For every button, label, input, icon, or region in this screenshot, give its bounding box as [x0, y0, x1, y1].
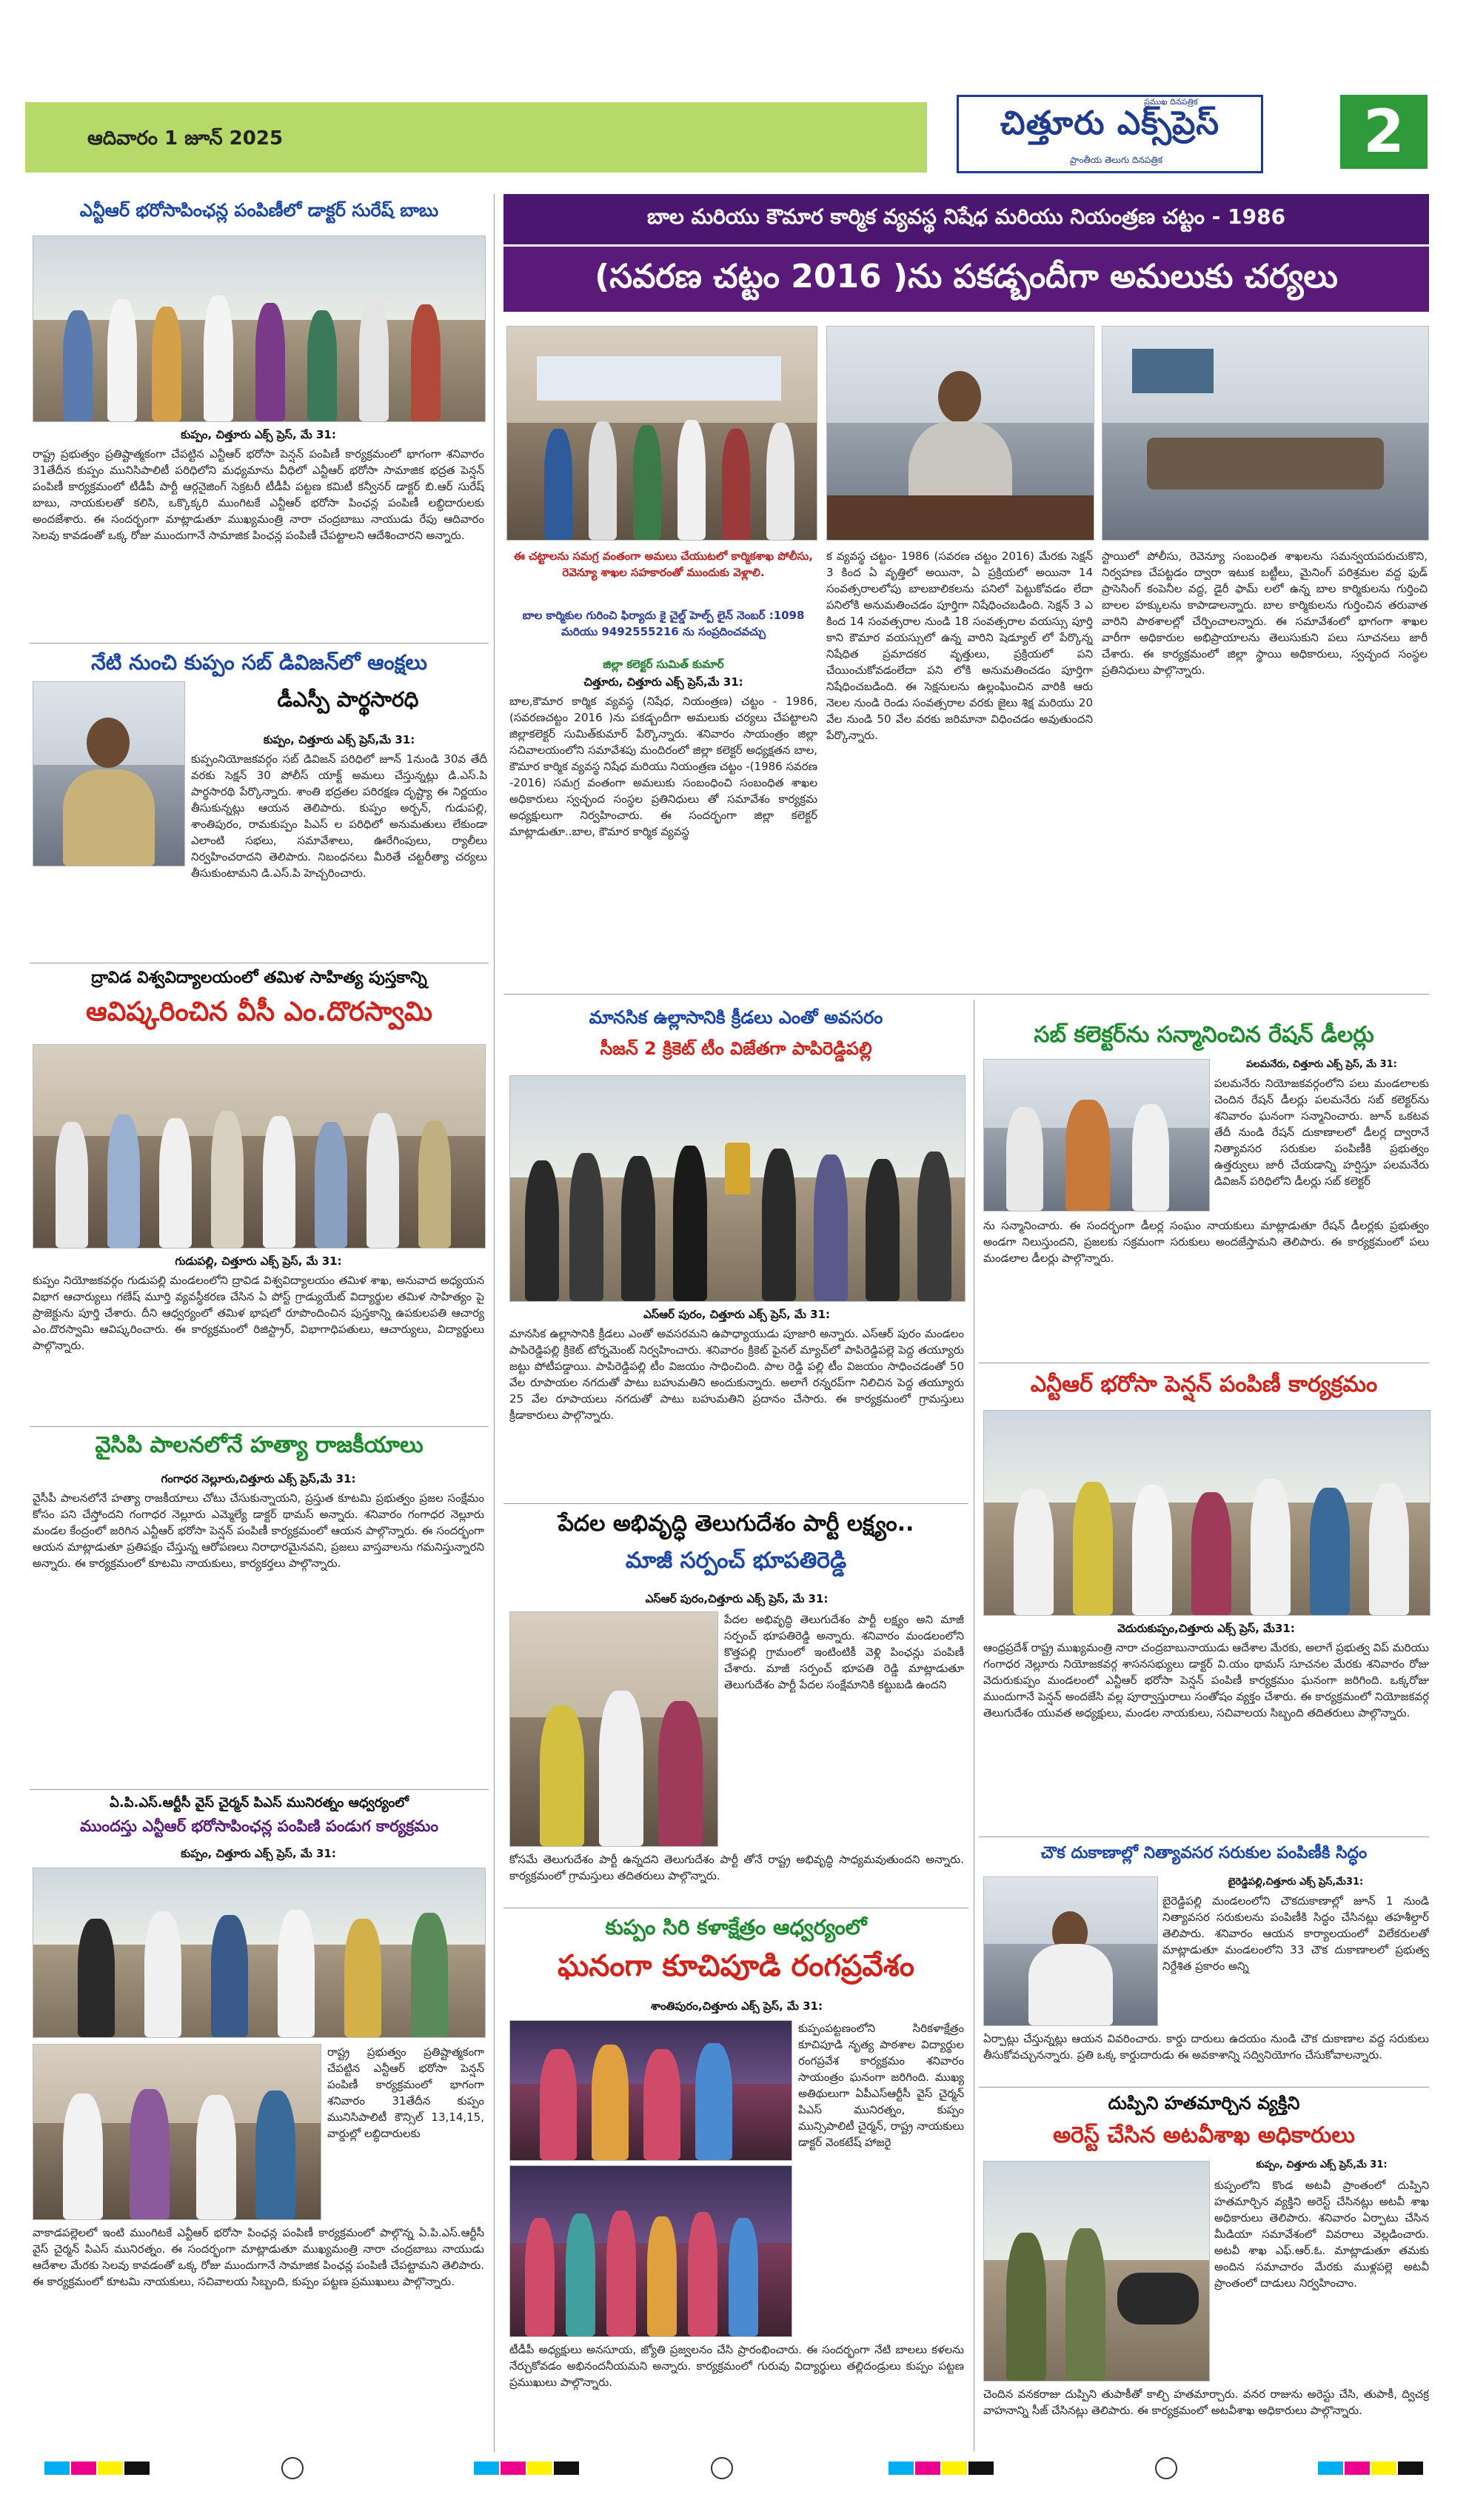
left3-headline: ఆవిష్కరించిన వీసీ ఎం.దొరస్వామి — [85, 997, 432, 1027]
mid2-headline: మాజీ సర్పంచ్ భూపతిరెడ్డి — [625, 1548, 847, 1574]
right1-dateline: పలమనేరు, చిత్తూరు ఎక్స్ ప్రెస్, మే 31: — [1246, 1059, 1397, 1070]
right3-photo-tahsildar — [983, 1876, 1158, 2026]
left5-body-side: రాష్ట్ర ప్రభుత్వం ప్రతిష్టాత్మకంగా చేపట్టిన ఎన్టీఆర్ భరోసా పెన్షన్ పంపిణీ కార్యక్రమంలో భాగంగా శనివారం 31తేదీన కుప్పం మునిసిపాలిటీ కౌన్సిల్ 13,14,15, వార్డుల్లో లబ్ధిదారులకు — [327, 2045, 484, 2140]
right4-body: చెందిన వనకరాజు దుప్పిని తుపాకీతో కాల్చి హతమార్చారు. వనర రాజును అరెస్టు చేసి, తుపాకీ, ద్విచక్ర వాహనాన్ని సీజ్ చేసినట్లు తెలిపారు. ఈ కార్యక్రమంలో అటవీశాఖ అధికారులు పాల్గొన్నారు. — [983, 2387, 1429, 2417]
left5-photo-pension-handover — [33, 2044, 321, 2220]
mid3-body-side: కుప్పంపట్టణంలోని సిరికళాక్షేత్రం కూచిపూడి నృత్య పాఠశాల విద్యార్థుల రంగప్రవేశ కార్యక్రమం శనివారం సాయంత్రం ఘనంగా జరిగింది. ముఖ్య అతిథులుగా ఏపీఎస్ఆర్టీసీ వైస్ చైర్మన్ పిఎస్ మునిరత్నం, కుప్పం మున్సిపాలిటీ చైర్మన్, రాష్ట్ర నాయకులు డాక్టర్ వెంకటేష్ హాజరై — [798, 2022, 964, 2149]
page-number: 2 — [1363, 97, 1405, 166]
left5-dateline: కుప్పం, చిత్తూరు ఎక్స్ ప్రెస్, మే 31: — [181, 1847, 336, 1860]
right2-photo-pension — [983, 1410, 1430, 1616]
left4-body: వైసీపీ పాలనలోనే హత్యా రాజకీయాలు చోటు చేసుకున్నాయని, ప్రస్తుత కూటమి ప్రభుత్వం ప్రజల సంక్షేమం కోసం పని చేస్తోందని గంగాధర నెల్లూరు ఎమ్మెల్యే డాక్టర్ థామస్ అన్నారు. శనివారం గంగాధర నెల్లూరు మండల కేంద్రంలో జరిగిన ఎన్టీఆర్ భరోసా పెన్షన్ పంపిణీ కార్యక్రమంలో ఆయన పాల్గొన్నారు. ఈ సందర్భంగా ఆయన మాట్లాడుతూ ప్రతిపక్షం చేస్తున్న ఆరోపణలు నిరాధారమైనవని, ప్రజలు వాస్తవాలను గమనిస్తున్నారని అన్నారు. ఈ కార్యక్రమంలో కూటమి నాయకులు, కార్యకర్తలు పాల్గొన్నారు. — [33, 1491, 484, 1570]
mid3-body: టీడీపీ అధ్యక్షులు అనసూయ, జ్యోతి ప్రజ్వలనం చేసి ప్రారంభించారు. ఈ సందర్భంగా నేటి బాలలు కళలను నేర్చుకోవడం అభినందనీయమని అన్నారు. కార్యక్రమంలో గురువు విద్యార్థులు తల్లిదండ్రులు కుప్పం పట్టణ ప్రముఖులు పాల్గొన్నారు. — [509, 2343, 964, 2389]
left1-headline: ఎన్టీఆర్ భరోసాపింఛన్ల పంపిణీలో డాక్టర్ సురేష్ బాబు — [79, 200, 439, 221]
lead-body-1: బాల,కౌమార కార్మిక వ్యవస్థ (నిషేధ, నియంత్రణ) చట్టం - 1986,(సవరణచట్టం 2016 )ను పకడ్బందీగా అమలుకు చర్యలు చేపట్టాలని జిల్లాకలెక్టర్ సుమిత్‌కుమార్ పేర్కొన్నారు. శనివారం సాయంత్రం జిల్లా సచివాలయంలోని సమావేశపు మందిరంలో జిల్లా కలెక్టర్ అధ్యక్షతన బాల, కౌమార కార్మిక వ్యవస్థ నిషేధ మరియు నియంత్రణ చట్టం -(1986 సవరణ -2016) సమగ్ర వంతంగా అమలుకు సంబంధించి సంబంధిత శాఖల అధికారులు స్వచ్ఛంద సంస్థల ప్రతినిధులు తో సమావేశం కార్యక్రమ అధ్యక్షులుగా నిర్వహించారు. ఈ సందర్భంగా జిల్లా కలెక్టర్ మాట్లాడుతూ..బాల, కౌమార కార్మిక వ్యవస్థ — [509, 695, 817, 838]
lead-kicker: బాల మరియు కౌమార కార్మిక వ్యవస్థ నిషేధ మరియు నియంత్రణ చట్టం - 1986 — [646, 204, 1286, 229]
registration-mark-icon — [711, 2457, 733, 2479]
right4-headline: అరెస్ట్ చేసిన అటవీశాఖ అధికారులు — [1053, 2122, 1355, 2148]
mid2-dateline: ఎస్ఆర్ పురం,చిత్తూరు ఎక్స్ ప్రెస్, మే 31: — [645, 1592, 829, 1605]
left4-headline: వైసిపి పాలనలోనే హత్యా రాజకీయాలు — [95, 1432, 424, 1458]
lead-headline: (సవరణ చట్టం 2016 )ను పకడ్బందీగా అమలుకు చర్యలు — [595, 258, 1338, 295]
divider — [30, 1426, 489, 1427]
right4-photo-forest-officials — [983, 2161, 1210, 2382]
column-rule — [494, 194, 495, 2453]
page-number-box — [1340, 95, 1428, 169]
left2-photo-dsp — [33, 681, 185, 866]
header-date: ఆదివారం 1 జూన్ 2025 — [87, 127, 284, 150]
left2-subhead: డీఎస్పీ పార్థసారధి — [277, 687, 419, 712]
mid1-kicker: మానసిక ఉల్లాసానికి క్రీడలు ఎంతో అవసరం — [589, 1007, 883, 1028]
right2-headline: ఎన్టీఆర్ భరోసా పెన్షన్ పంపిణీ కార్యక్రమం — [1030, 1371, 1378, 1397]
right2-dateline: వెదురుకుప్పం,చిత్తూరు ఎక్స్ ప్రెస్, మే31: — [1117, 1622, 1295, 1635]
masthead-logo — [957, 95, 1263, 173]
left3-dateline: గుడుపల్లి, చిత్తూరు ఎక్స్ ప్రెస్, మే 31: — [175, 1254, 342, 1268]
left3-photo-book-release — [33, 1044, 486, 1249]
mid1-photo-cricket-winners — [509, 1075, 966, 1302]
right3-body: ఏర్పాట్లు చేస్తున్నట్లు ఆయన వివరించారు. కార్డు దారులు ఉదయం నుండి చౌక దుకాణాల వద్ద సరుకులు తీసుకోవచ్చునన్నారు. ప్రతి ఒక్క కార్డుదారుడు ఈ అవకాశాన్ని సద్వినియోగం చేసుకోవాలన్నారు. — [983, 2032, 1429, 2062]
left1-dateline: కుప్పం, చిత్తూరు ఎక్స్ ప్రెస్, మే 31: — [181, 428, 336, 441]
lead-caption-2: బాల కార్మికుల గురించి ఫిర్యాదు కై చైల్డ్ హెల్ప్ లైన్ నెంబర్ :1098 మరియు 9492555216 ను సంప్రదించవచ్చు — [522, 609, 805, 638]
left2-dateline: కుప్పం, చిత్తూరు ఎక్స్ ప్రెస్,మే 31: — [263, 733, 415, 746]
mid1-dateline: ఎస్ఆర్ పురం, చిత్తూరు ఎక్స్ ప్రెస్, మే 31: — [643, 1308, 831, 1321]
right1-body-side: పలమనేరు నియోజకవర్గంలోని పలు మండలాలకు చెందిన రేషన్ డీలర్లు పలమనేరు సబ్ కలెక్టర్‌ను శనివారం ఘనంగా సన్మానించారు. జూన్ ఒకటవ తేదీ నుండి రేషన్ దుకాణాలలో డీలర్ల ద్వారానే నిత్యావసర సరుకుల పంపిణీకి ప్రభుత్వం ఉత్తర్వులు జారీ చేయడాన్ని హర్షిస్తూ పలమనేరు డివిజన్ పరిధిలోని డీలర్లు సబ్ కలెక్టర్ — [1214, 1077, 1429, 1188]
lead-body-2: క వ్యవస్థ చట్టం- 1986 (సవరణ చట్టం 2016) మేరకు సెక్షన్ 3 కింద ఏ వృత్తిలో అయినా, ఏ ప్రక్రియలో అయినా 14 సంవత్సరాలలోపు బాలబాలికలను పనిలో పెట్టుకోవడం లేదా పనిలోకి అనుమతించడం పూర్తిగా నిషేధించబడింది. సెక్షన్ 3 ఎ కింద 14 సంవత్సరాల నుండి 18 సంవత్సరాల వయస్సు పూర్తి కాని కౌమార వయస్సులో ఉన్న వారిని షెడ్యూల్ లో పేర్కొన్న నిషేధిత ప్రమాదకర వృత్తులు, ప్రక్రియలో పని చేయించుకోవడంలేదా పని లోకి అనుమతించడం పూర్తిగా నిషేధించబడింది. ఈ సెక్షనులను ఉల్లంఘించిన వారికి ఆరు నెలల నుండి రెండు సంవత్సరాల వరకు జైలు శిక్ష మరియు 20 వేల నుండి 50 వేల వరకు జరిమానా విధించడం అవుతుందని పేర్కొన్నారు. — [826, 549, 1093, 742]
right3-headline: చౌక దుకాణాల్లో నిత్యావసర సరుకుల పంపిణీకి సిద్ధం — [1040, 1844, 1368, 1862]
right3-dateline: బైరెడ్డిపల్లి,చిత్తూరు ఎక్స్ ప్రెస్,మే31: — [1228, 1876, 1364, 1888]
lead-dateline: చిత్తూరు, చిత్తూరు ఎక్స్ ప్రెస్,మే 31: — [583, 675, 743, 689]
lead-caption-3: జిల్లా కలెక్టర్ సుమిత్ కుమార్ — [603, 658, 724, 671]
lead-bottom-rule — [503, 994, 1429, 995]
mid3-photo-dance-solo — [509, 2020, 792, 2161]
left5-headline: ముందస్తు ఎన్టీఆర్ భరోసాపింఛన్ల పంపిణి పండుగ కార్యక్రమం — [79, 1817, 439, 1835]
mid1-body: మానసిక ఉల్లాసానికి క్రీడలు ఎంతో అవసరమని ఉపాధ్యాయుడు పూజారి అన్నారు. ఎస్ఆర్ పురం మండలం పాపిరెడ్డిపల్లి క్రికెట్ టోర్నమెంట్ నిర్వహించారు. శనివారం క్రికెట్ ఫైనల్ మ్యాచ్‌లో పాపిరెడ్డిపల్లె పెద్ద తయ్యూరు జట్టు పోటీపడ్డాయి. పాపిరెడ్డిపల్లి టీం విజయం సాధించింది. పాల రెడ్డి పల్లి టీం విజయం సాధించడంతో 50 వేల రూపాయల నగదుతో పాటు బహుమతిని అందుకున్నారు. అలాగే రన్నరప్‌గా నిలిచిన పెద్ద తయ్యూరు 25 వేల రూపాయలు నగదుతో పాటు బహుమతిని ప్రదానం చేసారు. ఈ కార్యక్రమంలో గ్రామస్తులు క్రీడాకారులు పాల్గొన్నారు. — [509, 1327, 964, 1422]
mid2-body-side: పేదల అభివృద్ధి తెలుగుదేశం పార్టీ లక్ష్యం అని మాజీ సర్పంచ్ భూపతిరెడ్డి అన్నారు. శనివారం మండలంలోని కొత్తపల్లి గ్రామంలో ఇంటింటికీ వెళ్లి పింఛన్లు పంపిణీ చేశారు. మాజీ సర్పంచ్ భూపతి రెడ్డి మాట్లాడుతూ తెలుగుదేశం పార్టీ పేదల సంక్షేమానికి కట్టుబడి ఉందని — [724, 1613, 964, 1691]
left2-headline: నేటి నుంచి కుప్పం సబ్ డివిజన్‌లో ఆంక్షలు — [91, 650, 427, 675]
registration-mark-icon — [281, 2457, 304, 2479]
left5-photo-group — [33, 1868, 486, 2038]
mid2-body: కోసమే తెలుగుదేశం పార్టీ ఉన్నదని తెలుగుదేశం పార్టీ తోనే రాష్ట్ర అభివృద్ధి సాధ్యమవుతుందని అన్నారు. కార్యక్రమంలో గ్రామస్తులు తదితరులు పాల్గొన్నారు. — [509, 1853, 964, 1882]
masthead-subline: ప్రాంతీయ తెలుగు దినపత్రిక — [1070, 155, 1162, 165]
left5-body: వాకాడపల్లెలలో ఇంటి ముంగిటకే ఎన్టీఆర్ భరోసా పింఛన్ల పంపిణీ కార్యక్రమంలో పాల్గొన్న ఏ.పి.ఎస్.ఆర్టీసీ వైస్ చైర్మన్ పిఎస్ మునిరత్నం. ఈ సందర్భంగా మాట్లాడుతూ ముఖ్యమంత్రి నారా చంద్రబాబు నాయుడు ఆదేశాల మేరకు సెలవు కావడంతో ఒక్క రోజు ముందుగానే సామాజిక పింఛన్ల పంపిణీ చేపట్టామని తెలిపారు. ఈ కార్యక్రమంలో కూటమి నాయకులు, సచివాలయ సిబ్బంది, కుప్పం పట్టణ ప్రముఖులు పాల్గొన్నారు. — [33, 2226, 484, 2288]
divider — [503, 1503, 968, 1504]
lead-photo-meeting-banners — [506, 326, 817, 541]
right1-headline: సబ్ కలెక్టర్‌ను సన్మానించిన రేషన్ డీలర్లు — [1034, 1022, 1374, 1048]
mid2-photo-pension — [509, 1611, 718, 1847]
right4-kicker: దుప్పిని హతమార్చిన వ్యక్తిని — [1108, 2093, 1300, 2113]
registration-mark-icon — [1155, 2457, 1177, 2479]
left4-dateline: గంగాధర నెల్లూరు,చిత్తూరు ఎక్స్ ప్రెస్,మే 31: — [161, 1472, 356, 1485]
right1-photo-felicitation — [983, 1059, 1210, 1211]
trophy-icon — [725, 1143, 750, 1194]
right3-body-side: బైరెడ్డిపల్లి మండలంలోని చౌకదుకాణాల్లో జూన్ 1 నుండి నిత్యావసర సరుకులను పంపిణీకి సిద్ధం చేసినట్లు తహశీల్దార్ తెలిపారు. శనివారం ఆయన కార్యాలయంలో విలేకరులతో మాట్లాడుతూ మండలంలోని 33 చౌక దుకాణాలలో ప్రభుత్వ నిర్దేశిత ప్రకారం అన్ని — [1162, 1894, 1429, 1973]
lead-caption-1: ఈ చట్టాలను సమగ్ర వంతంగా అమలు చేయుటలో కార్మికశాఖ పోలీసు, రెవెన్యూ శాఖల సహకారంతో ముందుకు వెళ్లాలి. — [513, 549, 813, 579]
right4-body-side: కుప్పంలోని కొండ అటవీ ప్రాంతంలో దుప్పిని హతమార్చిన వ్యక్తిని అరెస్ట్ చేసినట్లు అటవీ శాఖ అధికారులు తెలిపారు. శనివారం ఏర్పాటు చేసిన మీడియా సమావేశంలో వివరాలు వెల్లడించారు. అటవీ శాఖ ఎఫ్.ఆర్.ఓ. మాట్లాడుతూ తమకు అందిన సమాచారం మేరకు ముళ్లపల్లె అటవీ ప్రాంతంలో దాడులు నిర్వహించాం. — [1214, 2179, 1429, 2290]
right2-body: ఆంధ్రప్రదేశ్ రాష్ట్ర ముఖ్యమంత్రి నారా చంద్రబాబునాయుడు ఆదేశాల మేరకు, అలాగే ప్రభుత్వ విప్ మరియు గంగాధర నెల్లూరు నియోజకవర్గ శాసనసభ్యులు డాక్టర్ వి.యం థామస్ సూచనల మేరకు శనివారం రోజు వెదురుకుప్పం మండలంలో ఎన్టీఆర్ భరోసా పెన్షన్ పంపిణీ కార్యక్రమం ఘనంగా జరిగింది. ఒక్కరోజు ముందుగానే పెన్షన్ అందజేసి వల్ల పూర్వాస్తురాలు సంతోషం వ్యక్తం చేశారు. ఈ కార్యక్రమంలో నియోజకవర్గ తెలుగుదేశం యువత అధ్యక్షులు, మండల నాయకులు, సచివాలయ సిబ్బంది తదితరులు పాల్గొన్నారు. — [983, 1641, 1429, 1719]
left3-kicker: ద్రావిడ విశ్వవిద్యాలయంలో తమిళ సాహిత్య పుస్తకాన్ని — [91, 969, 427, 987]
lead-photo-conference-hall — [1102, 326, 1429, 541]
lead-body-3: స్టాయిలో పోలీసు, రెవెన్యూ సంబంధిత శాఖలను సమన్వయపరుచుకొని, నిర్వహణ చేపట్టడం ద్వారా ఇటుక బట్టీలు, మైనింగ్ పరిశ్రమల వద్ద ఫుడ్ ప్రాసెసింగ్ కంపెనీల వద్ద, డైరీ ఫామ్ లలో ఉన్న బాల కార్మికులను గుర్తించి బాలల హక్కులను కాపాడాలన్నారు. బాల కార్మికులను గుర్తించిన తరువాత వారిని పాఠశాలల్లో చేర్పించాలన్నారు. ఈ సమావేశంలో భాగంగా శాఖల వారీగా అధికారుల అభిప్రాయాలను తెలుసుకుని పలు సూచనలు జారీ చేశారు. ఈ కార్యక్రమంలో జిల్లా స్థాయి అధికారులు, స్వచ్ఛంద సంస్థల ప్రతినిధులు పాల్గొన్నారు. — [1102, 549, 1428, 677]
divider — [979, 1836, 1429, 1837]
right1-body: ను సన్మానించారు. ఈ సందర్భంగా డీలర్ల సంఘం నాయకులు మాట్లాడుతూ రేషన్ డీలర్లకు ప్రభుత్వం అండగా నిలుస్తుందని, ప్రజలకు సక్రమంగా సరుకులు అందజేస్తామని తెలిపారు. ఈ కార్యక్రమంలో పలు మండలాల డీలర్లు పాల్గొన్నారు. — [983, 1219, 1429, 1265]
left5-kicker: ఏ.పి.ఎస్.ఆర్టీసీ వైస్ చైర్మన్ పిఎస్ మునిరత్నం ఆధ్వర్యంలో — [110, 1795, 409, 1811]
left2-body: కుప్పంనియోజకవర్గం సబ్ డివిజన్ పరిధిలో జూన్ 1నుండి 30వ తేదీ వరకు సెక్షన్ 30 పోలీస్ యాక్ట్ అమలు చేస్తున్నట్లు డి.ఎస్.పి పార్థసారథి పేర్కొన్నారు. శాంతి భద్రతల పరిరక్షణ దృష్ట్యా ఈ నిర్ణయం తీసుకున్నట్లు ఆయన తెలిపారు. కుప్పం అర్బన్, గుడుపల్లి, శాంతిపురం, రామకుప్పం పిఎస్ ల పరిధిలో అనుమతులు లేకుండా ఎలాంటి సభలు, సమావేశాలు, ఊరేగింపులు, ర్యాలీలు నిర్వహించరాదని తెలిపారు. నిబంధనలు మీరితే చట్టరీత్యా చర్యలు తీసుకుంటామని డి.ఎస్.పి హెచ్చరించారు. — [191, 752, 487, 880]
divider — [979, 2087, 1429, 2088]
mid3-kicker: కుప్పం సిరి కళాక్షేత్రం ఆధ్వర్యంలో — [605, 1915, 867, 1939]
mid2-kicker: పేదల అభివృద్ధి తెలుగుదేశం పార్టీ లక్ష్యం.. — [558, 1511, 914, 1537]
masthead-tagline: ప్రముఖ దినపత్రిక — [1144, 97, 1198, 107]
masthead-title: చిత్తూరు ఎక్స్‌ప్రెస్ — [1000, 104, 1220, 142]
mid3-dateline: శాంతిపురం,చిత్తూరు ఎక్స్ ప్రెస్, మే 31: — [651, 1999, 823, 2013]
mid3-headline: ఘనంగా కూచిపూడి రంగప్రవేశం — [557, 1949, 915, 1983]
motorbike-icon — [1117, 2273, 1199, 2325]
mid3-photo-dance-group — [509, 2165, 792, 2337]
mid1-headline: సీజన్ 2 క్రికెట్ టీం విజేతగా పాపిరెడ్డిపల్లి — [600, 1038, 872, 1059]
left1-photo — [33, 235, 486, 422]
left3-body: కుప్పం నియోజకవర్గం గుడుపల్లి మండలంలోని ద్రావిడ విశ్వవిద్యాలయం తమిళ శాఖ, అనువాద అధ్యయన విభాగ ఆచార్యులు గణేష్ మూర్తి వ్యవస్థీకరణ చేసిన ఏ పోస్ట్ గ్రాడ్యుయేట్ విద్యార్థుల తమిళ సాహిత్యం పై ప్రాజెక్టును పూర్తి చేశారు. దీని ఆధ్వర్యంలో తమిళ భాషలో రూపొందించిన పుస్తకాన్ని ఉపకులపతి ఆచార్య ఎం.దొరస్వామి ఆవిష్కరించారు. ఈ కార్యక్రమంలో రిజిస్ట్రార్, విభాగాధిపతులు, ఆచార్యులు, విద్యార్థులు పాల్గొన్నారు. — [33, 1274, 484, 1352]
divider — [30, 1789, 489, 1790]
print-registration-strip — [0, 2457, 1469, 2479]
lead-photo-collector — [826, 326, 1094, 541]
right4-dateline: కుప్పం, చిత్తూరు ఎక్స్ ప్రెస్,మే 31: — [1256, 2159, 1388, 2170]
left1-body: రాష్ట్ర ప్రభుత్వం ప్రతిష్టాత్మకంగా చేపట్టిన ఎన్టీఆర్ భరోసా పెన్షన్ పంపిణీ కార్యక్రమంలో భాగంగా శనివారం 31తేదీన కుప్పం మునిసిపాలిటీ పరిధిలోని మధ్యమాను వీధిలో ఎన్టీఆర్ భరోసా సామాజిక భద్రత పెన్షన్ పంపిణీ కార్యక్రమంలో టీడీపీ పార్టీ ఆర్గనైజింగ్ సెక్రటరీ టీడీపీ పట్టణ కమిటీ కన్వీనర్ డాక్టర్ బి.ఆర్ సురేష్ బాబు, నాయకులతో కలిసి, ఒక్కొక్కరి ముంగిటకే ఎన్టీఆర్ భరోసా పింఛన్ల పంపిణీ లబ్ధిదారులకు అందజేశారు. ఈ సందర్భంగా మాట్లాడుతూ ముఖ్యమంత్రి నారా చంద్రబాబు నాయుడు రేపు ఆదివారం సెలవు కావడంతో ఒక్క రోజు ముందుగానే సామాజిక పింఛన్ల పంపిణీ చేపట్టాలని ఆదేశించారని అన్నారు. — [33, 447, 484, 542]
divider — [30, 643, 489, 644]
